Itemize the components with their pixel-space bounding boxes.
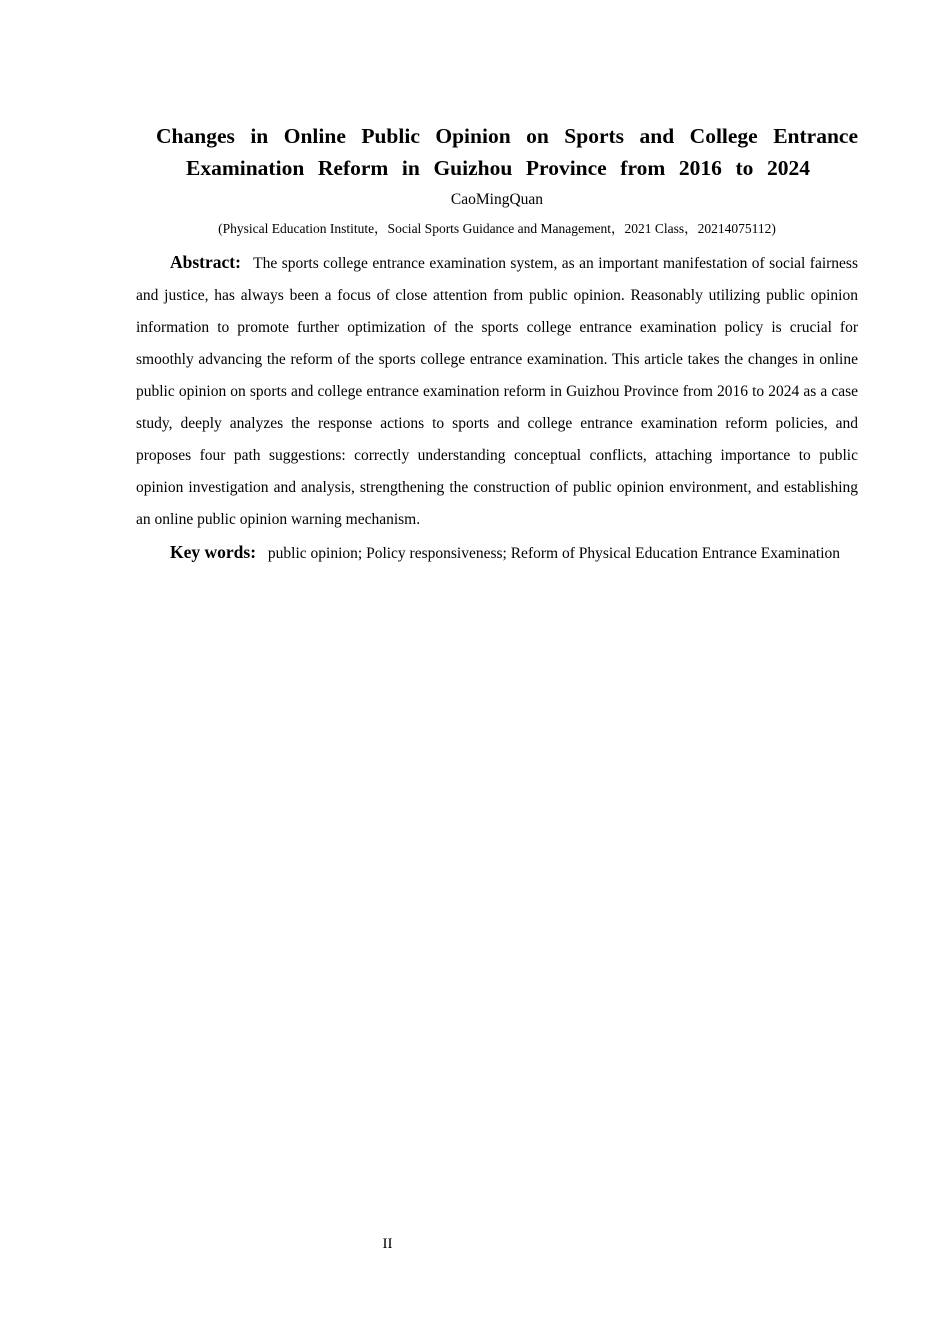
author-name: CaoMingQuan (450, 191, 544, 208)
title-line-2: Examination Reform in Guizhou Province from 2016 to 2024 (186, 156, 810, 180)
abstract-label: Abstract: (170, 252, 241, 272)
author-affiliation: (Physical Education Institute，Social Sports Guidance and Management，2021 Class，20214075112) (218, 221, 776, 236)
page-number: II (382, 1236, 393, 1252)
abstract-paragraph (136, 246, 858, 536)
keywords-text: public opinion; Policy responsiveness; Reform of Physical Education Entrance Examination (267, 545, 840, 562)
title-line-1: Changes in Online Public Opinion on Sports and College Entrance (156, 124, 858, 148)
keywords-label: Key words: (170, 542, 257, 562)
paper-page (136, 120, 858, 570)
abstract-text: The sports college entrance examination system, as an important manifestation of social fairness and justice, has always been a focus of close attention from public opinion. Reasonably utilizing public opinion information to promote further optimization of the sports college entrance examination policy is crucial for smoothly advancing the reform of the sports college entrance examination. This article takes the changes in online public opinion on sports and college entrance examination reform in Guizhou Province from 2016 to 2024 as a case study, deeply analyzes the response actions to sports and college entrance examination reform policies, and proposes four path suggestions: correctly understanding conceptual conflicts, attaching importance to public opinion investigation and analysis, strengthening the construction of public opinion environment, and establishing an online public opinion warning mechanism. (136, 255, 858, 528)
keywords-paragraph (136, 536, 858, 570)
paper-title (136, 120, 858, 184)
